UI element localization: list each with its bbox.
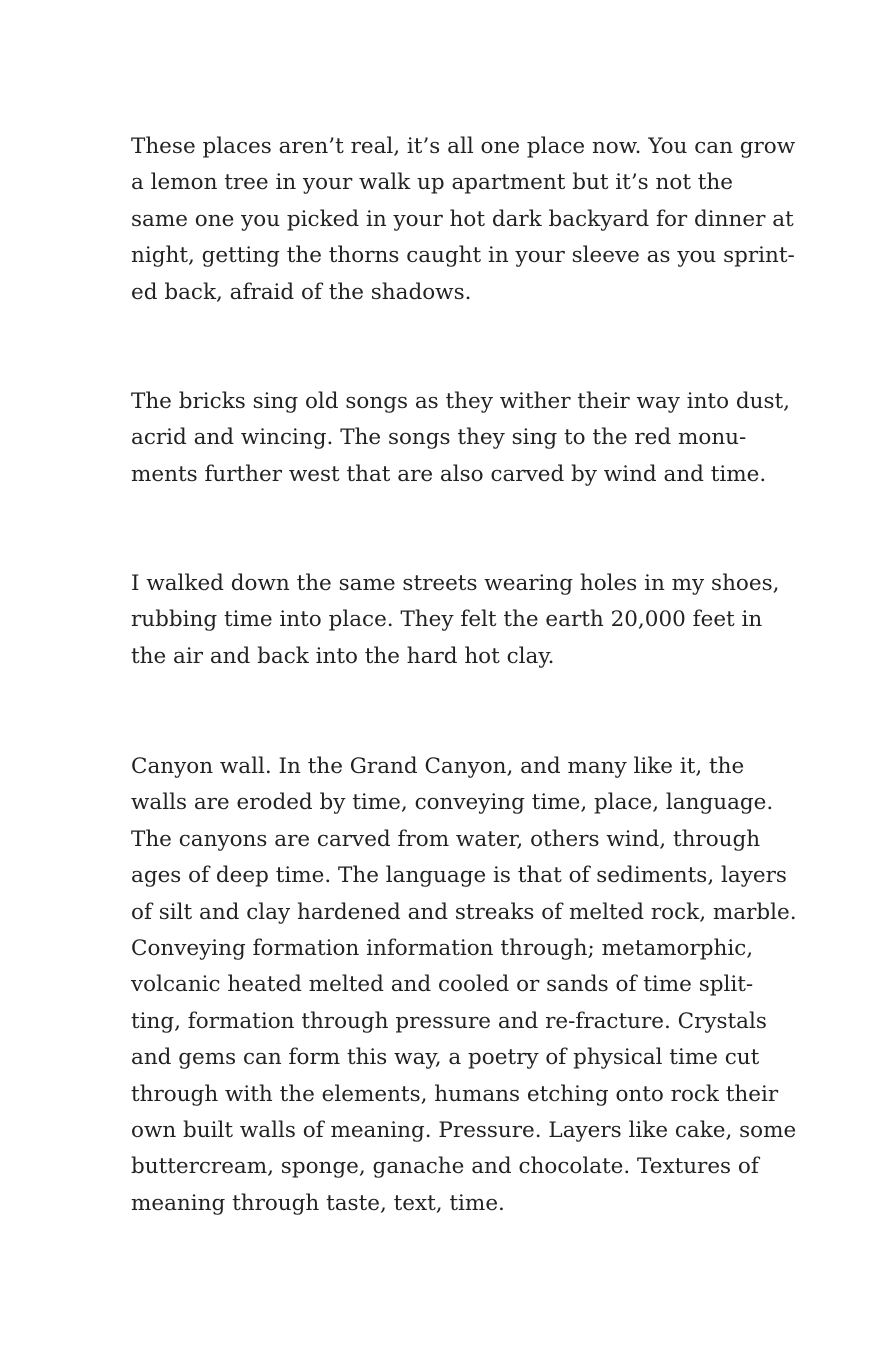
paragraph-line: the air and back into the hard hot clay. [131, 643, 555, 669]
paragraph-line: The bricks sing old songs as they wither their way into dust, [131, 389, 790, 414]
paragraph-line: same one you picked in your hot dark backyard for dinner at [131, 206, 794, 232]
paragraph-line: buttercream, sponge, ganache and chocolate. Textures of [131, 1154, 759, 1180]
paragraph-line: a lemon tree in your walk up apartment but it’s not the [131, 170, 733, 196]
paragraph-line: The canyons are carved from water, others wind, through [131, 826, 761, 852]
paragraph-line: acrid and wincing. The songs they sing to the red monu- [131, 425, 747, 451]
paragraph-line: ting, formation through pressure and re-fracture. Crystals [131, 1008, 767, 1034]
paragraph-canyon-wall [131, 749, 797, 1222]
paragraph-line: through with the elements, humans etching onto rock their [131, 1081, 779, 1107]
paragraph-line: Canyon wall. In the Grand Canyon, and many like it, the [131, 754, 745, 779]
paragraph-line: ed back, afraid of the shadows. [131, 279, 472, 305]
paragraph-line: volcanic heated melted and cooled or sands of time split- [131, 972, 754, 998]
paragraph-line: ages of deep time. The language is that of sediments, layers [131, 863, 787, 889]
paragraph-line: meaning through taste, text, time. [131, 1190, 505, 1216]
paragraph-line: Conveying formation information through; metamorphic, [131, 936, 754, 962]
paragraph-streets [131, 566, 791, 675]
paragraph-line: and gems can form this way, a poetry of physical time cut [131, 1045, 760, 1071]
paragraph-lemon-tree [131, 129, 796, 311]
paragraph-line: These places aren’t real, it’s all one place now. You can grow [131, 134, 796, 159]
paragraph-line: ments further west that are also carved by wind and time. [131, 461, 767, 487]
paragraph-line: walls are eroded by time, conveying time, place, language. [131, 790, 774, 816]
paragraph-line: own built walls of meaning. Pressure. Layers like cake, some [131, 1118, 797, 1144]
paragraph-line: rubbing time into place. They felt the earth 20,000 feet in [131, 607, 763, 633]
paragraph-line: I walked down the same streets wearing holes in my shoes, [131, 571, 780, 596]
paragraph-bricks [131, 384, 791, 493]
paragraph-line: night, getting the thorns caught in your sleeve as you sprint- [131, 243, 795, 269]
paragraph-line: of silt and clay hardened and streaks of melted rock, marble. [131, 899, 797, 925]
